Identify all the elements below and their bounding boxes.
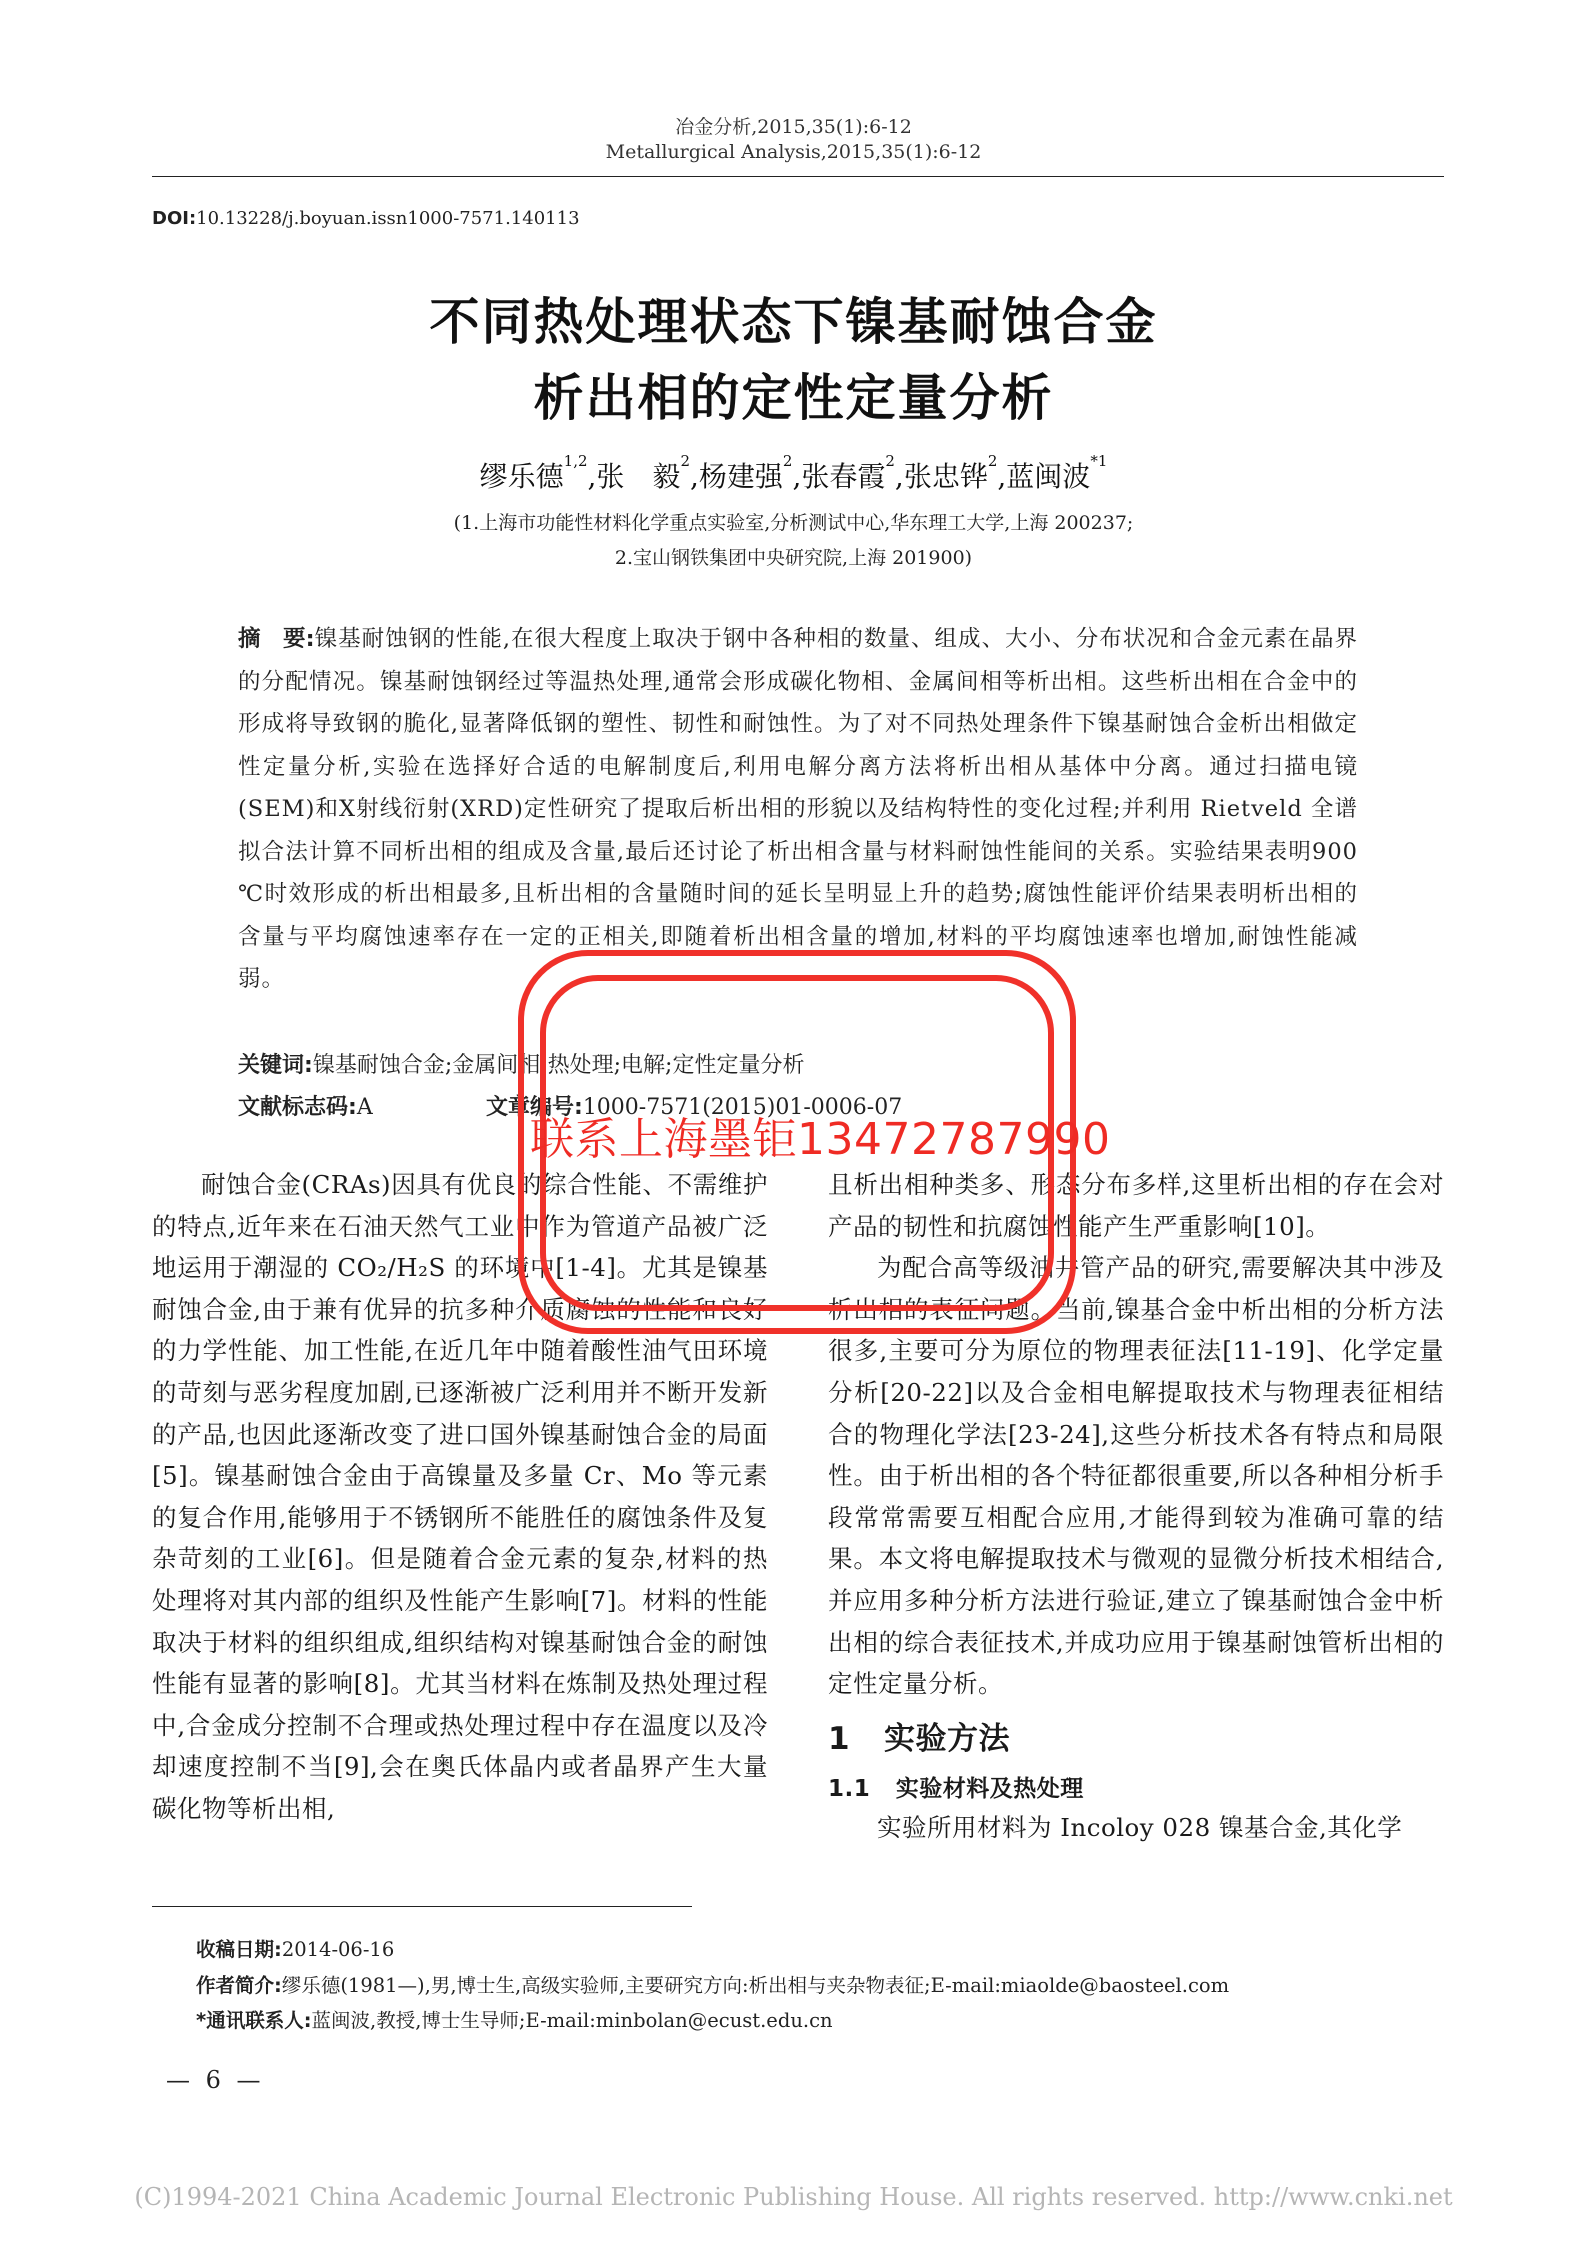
article-number-value: 1000-7571(2015)01-0006-07	[582, 1095, 903, 1120]
author-affil-mark: 2	[680, 452, 690, 470]
author-separator: ,	[894, 460, 904, 493]
article-number-label: 文章编号:	[486, 1095, 583, 1120]
header-rule	[152, 176, 1444, 177]
doi-label: DOI:	[152, 208, 197, 229]
author-name: 张忠铧	[903, 460, 988, 493]
author-name: 杨建强	[698, 460, 783, 493]
body-paragraph: 为配合高等级油井管产品的研究,需要解决其中涉及析出相的表征问题。当前,镍基合金中析出相的分析方法很多,主要可分为原位的物理表征法[11-19]、化学定量分析[20-22]以及合金相电解提取技术与物理表征相结合的物理化学法[23-24],这些分析技术各有特点和局限性。由于析出相的各个特征都很重要,所以各种相分析手段常常需要互相配合应用,才能得到较为准确可靠的结果。本文将电解提取技术与微观的显微分析技术相结合,并应用多种分析方法进行验证,建立了镍基耐蚀合金中析出相的综合表征技术,并成功应用于镍基耐蚀管析出相的定性定量分析。	[828, 1253, 1444, 1699]
contact-label: *通讯联系人:	[196, 2009, 312, 2032]
journal-header-cn: 冶金分析,2015,35(1):6-12	[675, 116, 912, 138]
received-date: 2014-06-16	[281, 1938, 395, 1961]
paper-title-line2: 析出相的定性定量分析	[533, 369, 1054, 427]
received-label: 收稿日期:	[196, 1938, 282, 1961]
body-paragraph: 耐蚀合金(CRAs)因具有优良的综合性能、不需维护的特点,近年来在石油天然气工业中作为管道产品被广泛地运用于潮湿的 CO₂/H₂S 的环境中[1-4]。尤其是镍基耐蚀合金,由于兼有优异的抗多种介质腐蚀的性能和良好的力学性能、加工性能,在近几年中随着酸性油气田环境的苛刻与恶劣程度加剧,已逐渐被广泛利用并不断开发新的产品,也因此逐渐改变了进口国外镍基耐蚀合金的局面[5]。镍基耐蚀合金由于高镍量及多量 Cr、Mo 等元素的复合作用,能够用于不锈钢所不能胜任的腐蚀条件及复杂苛刻的工业[6]。但是随着合金元素的复杂,材料的热处理将对其内部的组织及性能产生影响[7]。材料的性能取决于材料的组织组成,组织结构对镍基耐蚀合金的耐蚀性能有显著的影响[8]。尤其当材料在炼制及热处理过程中,合金成分控制不合理或热处理过程中存在温度以及冷却速度控制不当[9],会在奥氏体晶内或者晶界产生大量碳化物等析出相,	[152, 1170, 768, 1823]
footnote-author	[196, 1970, 1229, 1998]
author-separator: ,	[587, 460, 597, 493]
doc-code-label: 文献标志码:	[238, 1095, 357, 1120]
author-name: 缪乐德	[479, 460, 564, 493]
footnote-rule	[152, 1906, 692, 1907]
author-separator: ,	[997, 460, 1007, 493]
author-list	[0, 452, 1587, 495]
doi-line	[152, 208, 580, 229]
affiliation-line1: (1.上海市功能性材料化学重点实验室,分析测试中心,华东理工大学,上海 200237;	[453, 512, 1134, 534]
paper-title-line1: 不同热处理状态下镍基耐蚀合金	[429, 293, 1158, 351]
author-affil-mark: 2	[987, 452, 998, 470]
section-heading-1-1	[828, 1771, 1444, 1807]
author-affil-mark: 2	[885, 452, 895, 470]
page-number: — 6 —	[166, 2066, 265, 2094]
abstract	[238, 618, 1358, 1001]
doc-code-value: A	[356, 1095, 373, 1120]
body-paragraph: 且析出相种类多、形态分布多样,这里析出相的存在会对产品的韧性和抗腐蚀性能产生严重影响[10]。	[828, 1170, 1444, 1241]
author-bio-label: 作者简介:	[196, 1974, 282, 1997]
subsection-number: 1.1	[828, 1775, 871, 1802]
abstract-label: 摘 要:	[238, 626, 315, 652]
author-separator: ,	[689, 460, 699, 493]
footnote-received	[196, 1934, 394, 1962]
subsection-title: 实验材料及热处理	[895, 1775, 1084, 1802]
body-paragraph: 实验所用材料为 Incoloy 028 镍基合金,其化学	[877, 1812, 1403, 1842]
author-bio: 缪乐德(1981—),男,博士生,高级实验师,主要研究方向:析出相与夹杂物表征;E-mail:miaolde@baosteel.com	[281, 1974, 1230, 1997]
author-name: 蓝闽波	[1006, 460, 1091, 493]
keywords-text: 镍基耐蚀合金;金属间相;热处理;电解;定性定量分析	[312, 1053, 805, 1078]
section-heading-1	[828, 1719, 1444, 1759]
affiliation-line2: 2.宝山钢铁集团中央研究院,上海 201900)	[614, 547, 973, 569]
doi-value: 10.13228/j.boyuan.issn1000-7571.140113	[196, 208, 580, 229]
author-affil-mark: 2	[782, 452, 793, 470]
watermark-text: 联系上海墨钜13472787990	[530, 1114, 1111, 1165]
author-name: 张春霞	[801, 460, 886, 493]
contact-info: 蓝闽波,教授,博士生导师;E-mail:minbolan@ecust.edu.cn	[311, 2009, 833, 2032]
section-number: 1	[828, 1720, 851, 1757]
section-title: 实验方法	[883, 1720, 1010, 1757]
abstract-text: 镍基耐蚀钢的性能,在很大程度上取决于钢中各种相的数量、组成、大小、分布状况和合金元素在晶界的分配情况。镍基耐蚀钢经过等温热处理,通常会形成碳化物相、金属间相等析出相。这些析出相在合金中的形成将导致钢的脆化,显著降低钢的塑性、韧性和耐蚀性。为了对不同热处理条件下镍基耐蚀合金析出相做定性定量分析,实验在选择好合适的电解制度后,利用电解分离方法将析出相从基体中分离。通过扫描电镜(SEM)和X射线衍射(XRD)定性研究了提取后析出相的形貌以及结构特性的变化过程;并利用 Rietveld 全谱拟合法计算不同析出相的组成及含量,最后还讨论了析出相含量与材料耐蚀性能间的关系。实验结果表明900 ℃时效形成的析出相最多,且析出相的含量随时间的延长呈明显上升的趋势;腐蚀性能评价结果表明析出相的含量与平均腐蚀速率存在一定的正相关,即随着析出相含量的增加,材料的平均腐蚀速率也增加,耐蚀性能减弱。	[238, 626, 1359, 992]
author-separator: ,	[792, 460, 802, 493]
author-affil-mark: *1	[1090, 452, 1108, 470]
doc-code	[238, 1090, 373, 1121]
author-name: 张 毅	[596, 460, 681, 493]
keywords-label: 关键词:	[238, 1053, 313, 1078]
copyright-footer: (C)1994-2021 China Academic Journal Electronic Publishing House. All rights reserved. http://www.cnki.net	[134, 2183, 1453, 2211]
author-affil-mark: 1,2	[563, 452, 588, 470]
footnote-contact	[196, 2005, 833, 2033]
journal-header-en: Metallurgical Analysis,2015,35(1):6-12	[605, 141, 982, 163]
